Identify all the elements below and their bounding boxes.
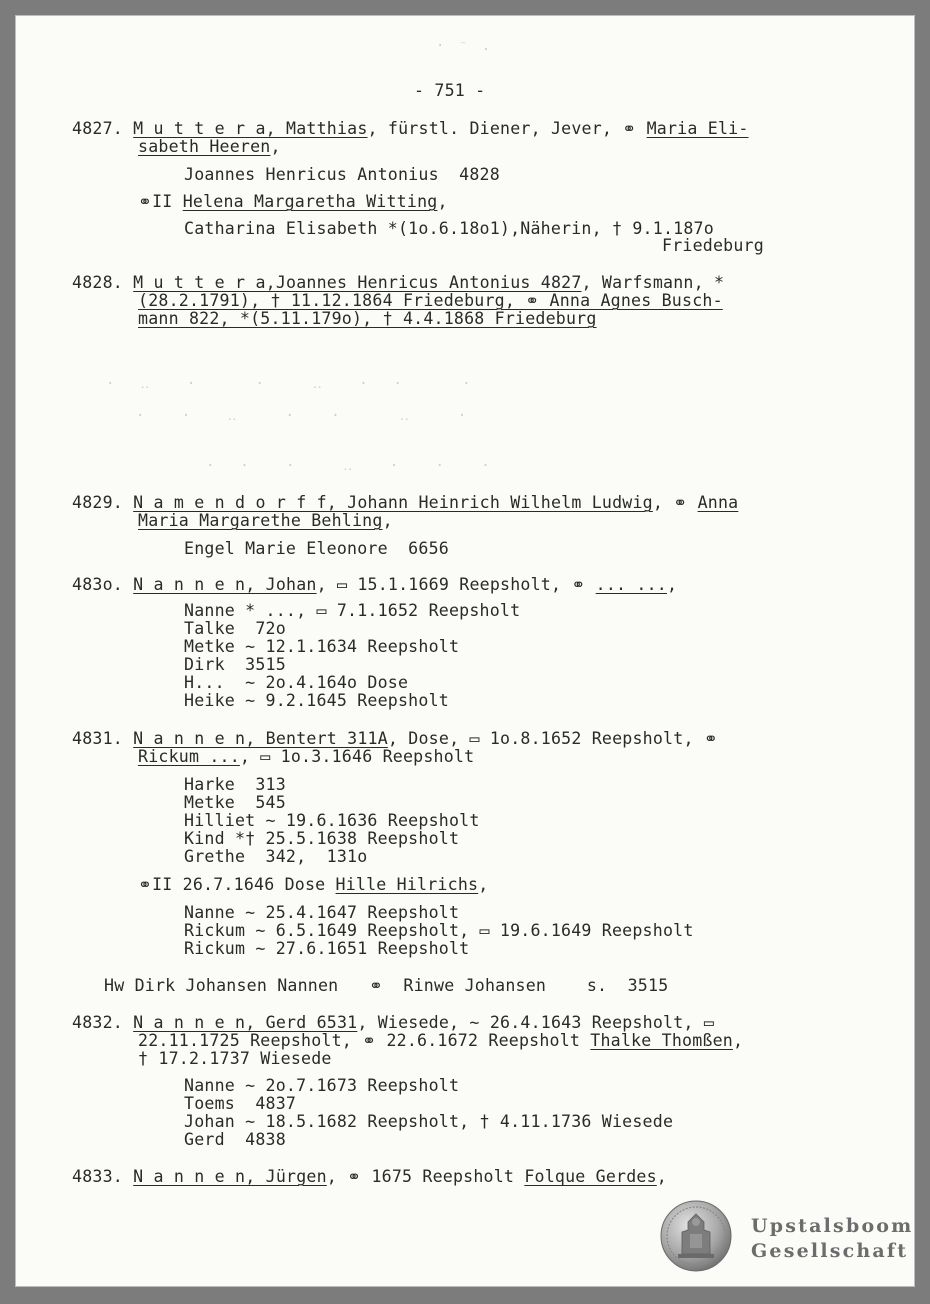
child-line: Heike ~ 9.2.1645 Reepsholt xyxy=(184,691,449,710)
child-line: Dirk 3515 xyxy=(184,655,286,674)
entry-text: , fürstl. Diener, Jever, ⚭ xyxy=(367,119,647,138)
entry-4830 xyxy=(72,576,677,594)
household-line: Hw Dirk Johansen Nannen ⚭ Rinwe Johansen s. 3515 xyxy=(104,976,669,995)
punct: , xyxy=(667,575,678,594)
entry-text: , Warfsmann, * xyxy=(581,273,725,292)
entry-name: N a n n e n, Jürgen xyxy=(133,1167,327,1186)
entry-4827 xyxy=(72,120,749,138)
child-line: Engel Marie Eleonore 6656 xyxy=(184,539,449,558)
entry-line: † 17.2.1737 Wiesede xyxy=(138,1049,332,1068)
entry-text: , ⚭ 1675 Reepsholt xyxy=(326,1167,525,1186)
spouse-name: Thalke Thomßen xyxy=(590,1031,733,1050)
spouse-name: Folque Gerdes xyxy=(524,1167,657,1186)
entry-name: N a n n e n, Johan xyxy=(133,575,317,594)
entry-number: 4827. xyxy=(72,119,134,138)
spouse-name: ... ... xyxy=(595,575,667,594)
entry-4831 xyxy=(72,730,718,748)
child-line: Nanne * ..., ▭ 7.1.1652 Reepsholt xyxy=(184,601,521,620)
child-line: Joannes Henricus Antonius 4828 xyxy=(184,165,500,184)
entry-4828 xyxy=(72,274,724,292)
child-line: Metke ~ 12.1.1634 Reepsholt xyxy=(184,637,460,656)
spouse-name: Maria Eli- xyxy=(646,119,749,138)
entry-line xyxy=(138,512,393,530)
seal-logo-icon xyxy=(660,1200,732,1272)
page-number: - 751 - xyxy=(414,81,486,100)
entry-line: (28.2.1791), † 11.12.1864 Friedeburg, ⚭ Anna Agnes Busch- xyxy=(138,291,723,310)
child-line: Metke 545 xyxy=(184,793,286,812)
entry-name: M u t t e r a, Matthias xyxy=(133,119,368,138)
punct: , xyxy=(478,875,489,894)
spouse-name: Maria Margarethe Behling xyxy=(138,511,383,530)
spouse-name: Anna xyxy=(697,493,739,512)
scan-noise: · · · ‥ · · · xyxy=(206,458,493,474)
child-line: Harke 313 xyxy=(184,775,286,794)
punct: , xyxy=(656,1167,667,1186)
punct: , xyxy=(270,137,281,156)
child-line: Rickum ~ 27.6.1651 Reepsholt xyxy=(184,939,470,958)
entry-number: 483o. xyxy=(72,575,134,594)
marriage-text: ⚭II 26.7.1646 Dose xyxy=(138,875,336,894)
entry-4833 xyxy=(72,1168,667,1186)
child-line: Talke 72o xyxy=(184,619,286,638)
child-line: Gerd 4838 xyxy=(184,1130,286,1149)
scan-noise: · ⁻ . xyxy=(436,38,494,54)
entry-text: , Wiesede, ~ 26.4.1643 Reepsholt, ▭ xyxy=(357,1013,715,1032)
entry-text: , ⚭ xyxy=(652,493,698,512)
scan-noise: · · ‥ · · ‥ · xyxy=(136,408,470,424)
marriage-symbol: ⚭II xyxy=(138,192,183,211)
entry-line: mann 822, *(5.11.179o), † 4.4.1868 Friedeburg xyxy=(138,309,597,328)
entry-text: , ▭ 1o.3.1646 Reepsholt xyxy=(239,747,475,766)
entry-number: 4828. xyxy=(72,273,134,292)
child-line: Catharina Elisabeth *(1o.6.18o1),Näherin, † 9.1.187o xyxy=(184,219,714,238)
entry-text: , Dose, ▭ 1o.8.1652 Reepsholt, ⚭ xyxy=(387,729,718,748)
spouse-name: Hille Hilrichs xyxy=(335,875,479,894)
entry-number: 4832. xyxy=(72,1013,134,1032)
entry-number: 4833. xyxy=(72,1167,134,1186)
organization-name-line2: Gesellschaft xyxy=(751,1240,909,1262)
child-line: Nanne ~ 25.4.1647 Reepsholt xyxy=(184,903,460,922)
marriage-line xyxy=(138,876,488,894)
document-page xyxy=(16,16,914,1286)
spouse-name: Helena Margaretha Witting xyxy=(182,192,438,211)
punct: , xyxy=(732,1031,744,1050)
spouse-name: Rickum ... xyxy=(138,747,240,766)
scan-noise: · ‥ · · ‥ · · · xyxy=(106,376,474,392)
child-line: Toems 4837 xyxy=(184,1094,297,1113)
entry-4832 xyxy=(72,1014,714,1032)
entry-number: 4829. xyxy=(72,493,134,512)
entry-line xyxy=(138,138,281,156)
entry-text: 22.11.1725 Reepsholt, ⚭ 22.6.1672 Reepsholt xyxy=(138,1031,591,1050)
child-line: Rickum ~ 6.5.1649 Reepsholt, ▭ 19.6.1649 Reepsholt xyxy=(184,921,694,940)
child-line: Kind *† 25.5.1638 Reepsholt xyxy=(184,829,460,848)
entry-name: N a m e n d o r f f, Johann Heinrich Wilhelm Ludwig xyxy=(133,493,653,512)
entry-4829 xyxy=(72,494,738,512)
entry-name: N a n n e n, Gerd 6531 xyxy=(133,1013,358,1032)
entry-name: M u t t e r a,Joannes Henricus Antonius 4827 xyxy=(133,273,582,292)
punct: , xyxy=(437,192,448,211)
entry-line xyxy=(138,1032,743,1050)
child-line: Grethe 342, 131o xyxy=(184,847,368,866)
child-line: Johan ~ 18.5.1682 Reepsholt, † 4.11.1736 Wiesede xyxy=(184,1112,674,1131)
entry-line xyxy=(138,748,474,766)
marriage-line xyxy=(138,193,448,211)
entry-number: 4831. xyxy=(72,729,134,748)
entry-text: , ▭ 15.1.1669 Reepsholt, ⚭ xyxy=(316,575,596,594)
organization-name-line1: Upstalsboom xyxy=(751,1215,914,1237)
child-line: H... ~ 2o.4.164o Dose xyxy=(184,673,409,692)
child-line: Hilliet ~ 19.6.1636 Reepsholt xyxy=(184,811,480,830)
child-line: Nanne ~ 2o.7.1673 Reepsholt xyxy=(184,1076,460,1095)
child-line: Friedeburg xyxy=(662,236,764,255)
spouse-name: sabeth Heeren xyxy=(138,137,271,156)
entry-name: N a n n e n, Bentert 311A xyxy=(133,729,388,748)
punct: , xyxy=(382,511,393,530)
